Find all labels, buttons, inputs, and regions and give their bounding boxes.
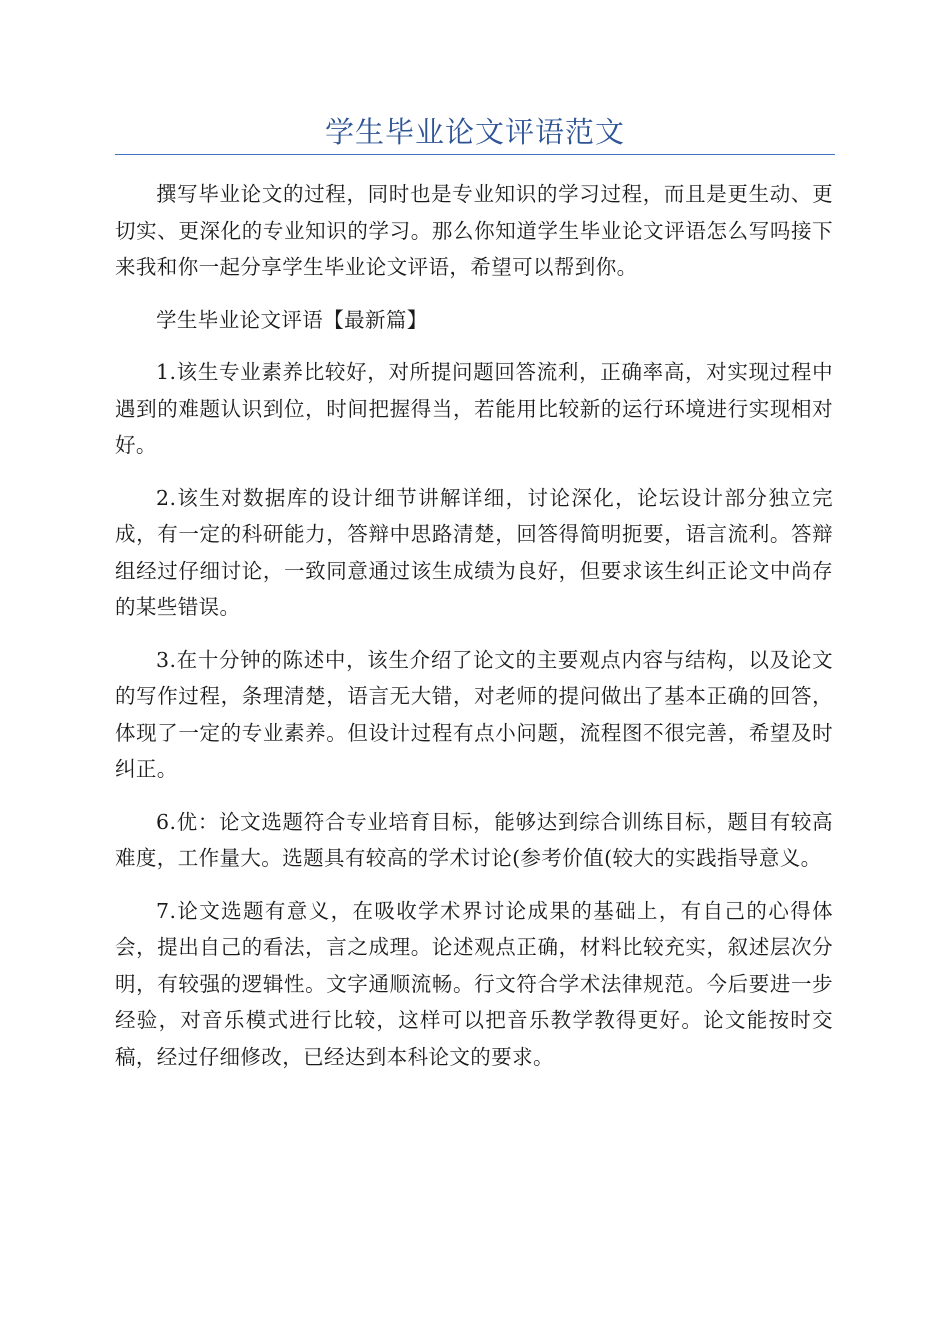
comment-item-3: 3.在十分钟的陈述中，该生介绍了论文的主要观点内容与结构，以及论文的写作过程，条理清楚，语言无大错，对老师的提问做出了基本正确的回答，体现了一定的专业素养。但设计过程有点小问题，流程图不很完善，希望及时纠正。 (115, 647, 833, 781)
document-body (115, 176, 833, 1091)
comment-item-1: 1.该生专业素养比较好，对所提问题回答流利，正确率高，对实现过程中遇到的难题认识到位，时间把握得当，若能用比较新的运行环境进行实现相对好。 (115, 360, 833, 457)
comment-item-7: 7.论文选题有意义，在吸收学术界讨论成果的基础上，有自己的心得体会，提出自己的看法，言之成理。论述观点正确，材料比较充实，叙述层次分明，有较强的逻辑性。文字通顺流畅。行文符合学术法律规范。今后要进一步经验，对音乐模式进行比较，这样可以把音乐教学教得更好。论文能按时交稿，经过仔细修改，已经达到本科论文的要求。 (115, 898, 833, 1069)
comment-item-6: 6.优：论文选题符合专业培育目标，能够达到综合训练目标，题目有较高难度，工作量大。选题具有较高的学术讨论(参考价值(较大的实践指导意义。 (115, 809, 833, 870)
title-underline (115, 154, 835, 155)
intro-paragraph: 撰写毕业论文的过程，同时也是专业知识的学习过程，而且是更生动、更切实、更深化的专业知识的学习。那么你知道学生毕业论文评语怎么写吗接下来我和你一起分享学生毕业论文评语，希望可以帮到你。 (115, 182, 833, 279)
section-heading: 学生毕业论文评语【最新篇】 (156, 307, 428, 332)
page-title: 学生毕业论文评语范文 (324, 115, 625, 149)
comment-item-2: 2.该生对数据库的设计细节讲解详细，讨论深化，论坛设计部分独立完成，有一定的科研能力，答辩中思路清楚，回答得简明扼要，语言流利。答辩组经过仔细讨论，一致同意通过该生成绩为良好，但要求该生纠正论文中尚存的某些错误。 (115, 485, 833, 619)
